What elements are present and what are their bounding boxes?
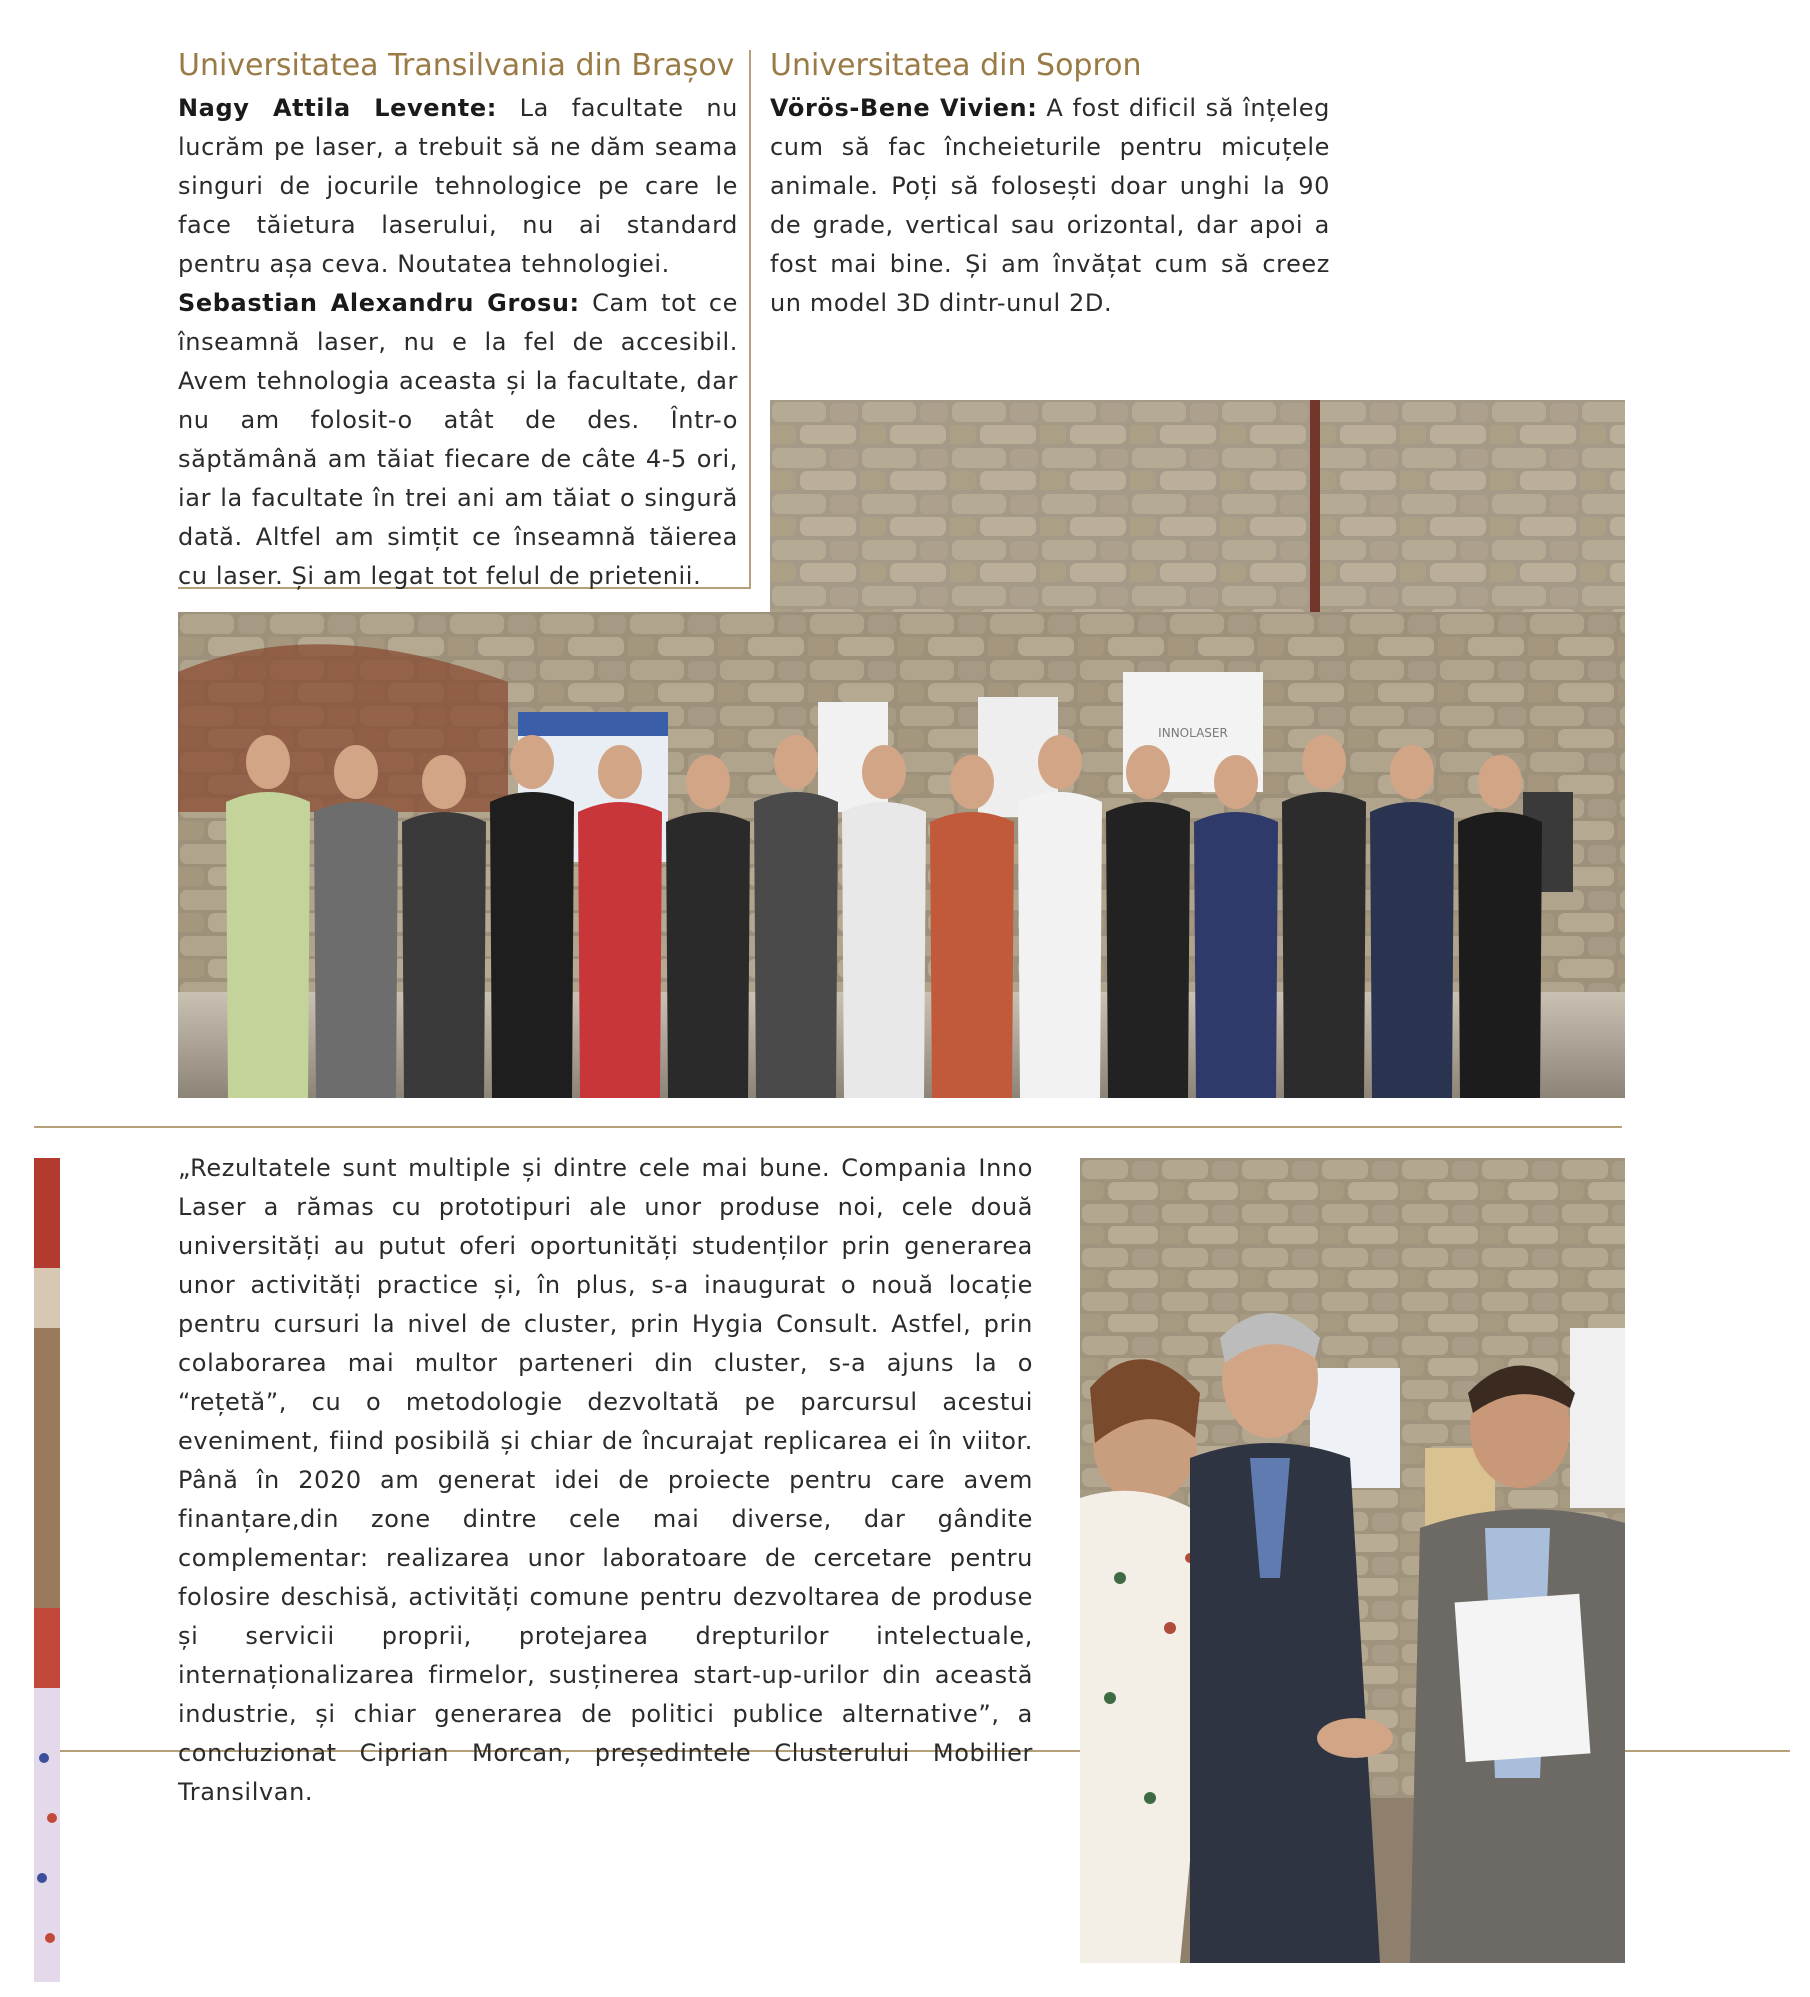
left-column-vertical-rule bbox=[749, 50, 751, 588]
speaker-text: La facultate nu lucrăm pe laser, a trebuit să ne dăm seama singuri de jocurile tehnologice pe care le face tăietura laserului, nu ai standard pentru așa ceva. Noutatea tehnologiei. bbox=[178, 94, 738, 278]
left-section-body bbox=[178, 89, 738, 596]
edge-photo-strip bbox=[34, 1158, 60, 1982]
speaker-name: Sebastian Alexandru Grosu: bbox=[178, 289, 580, 317]
speaker-text: Cam tot ce înseamnă laser, nu e la fel de accesibil. Avem tehnologia aceasta și la facultate, dar nu am folosit-o atât de des. Într-o săptămână am tăiat fiecare de câte 4-5 ori, iar la facultate în trei ani am tăiat o singură dată. Altfel am simțit ce înseamnă tăierea cu laser. Și am legat tot felul de prietenii. bbox=[178, 289, 738, 590]
handshake-photo bbox=[1080, 1158, 1625, 1963]
group-photo bbox=[178, 612, 1625, 1098]
speaker-name: Vörös-Bene Vivien: bbox=[770, 94, 1038, 122]
stone-wall-photo bbox=[770, 400, 1625, 612]
section-divider-rule bbox=[34, 1126, 1622, 1128]
right-section-body bbox=[770, 89, 1330, 323]
closing-quote: „Rezultatele sunt multiple și dintre cele mai bune. Compania Inno Laser a rămas cu prototipuri ale unor produse noi, cele două universități au putut oferi oportunități studenților prin generarea unor activități practice și, în plus, s-a inaugurat o nouă locație pentru cursuri la nivel de cluster, prin Hygia Consult. Astfel, prin colaborarea mai multor parteneri din cluster, s-a ajuns la o “rețetă”, cu o metodologie dezvoltată pe parcursul acestui eveniment, fiind posibilă și chiar de încurajat replicarea ei în viitor. Până în 2020 am generat idei de proiecte pentru care avem finanțare,din zone dintre cele mai diverse, dar gândite complementar: realizarea unor laboratoare de cercetare pentru folosire deschisă, activități comune pentru dezvoltarea de produse și servicii proprii, protejarea drepturilor intelectuale, internaționalizarea firmelor, susținerea start-up-urilor din această industrie, și chiar generarea de politici publice alternative”, a concluzionat Ciprian Morcan, președintele Clusterului Mobilier Transilvan. bbox=[178, 1154, 1033, 1806]
interview-entry bbox=[178, 89, 738, 284]
quote-bottom-rule-right bbox=[1622, 1750, 1790, 1752]
right-section-heading: Universitatea din Sopron bbox=[770, 48, 1142, 83]
left-section-heading: Universitatea Transilvania din Brașov bbox=[178, 48, 735, 83]
speaker-name: Nagy Attila Levente: bbox=[178, 94, 497, 122]
banner-text: INNOLASER bbox=[1158, 726, 1228, 740]
interview-entry bbox=[178, 284, 738, 596]
interview-entry bbox=[770, 89, 1330, 323]
speaker-text: A fost dificil să înțeleg cum să fac încheieturile pentru micuțele animale. Poți să folosești doar unghi la 90 de grade, vertical sau orizontal, dar apoi a fost mai bine. Și am învățat cum să creez un model 3D dintr-unul 2D. bbox=[770, 94, 1330, 317]
